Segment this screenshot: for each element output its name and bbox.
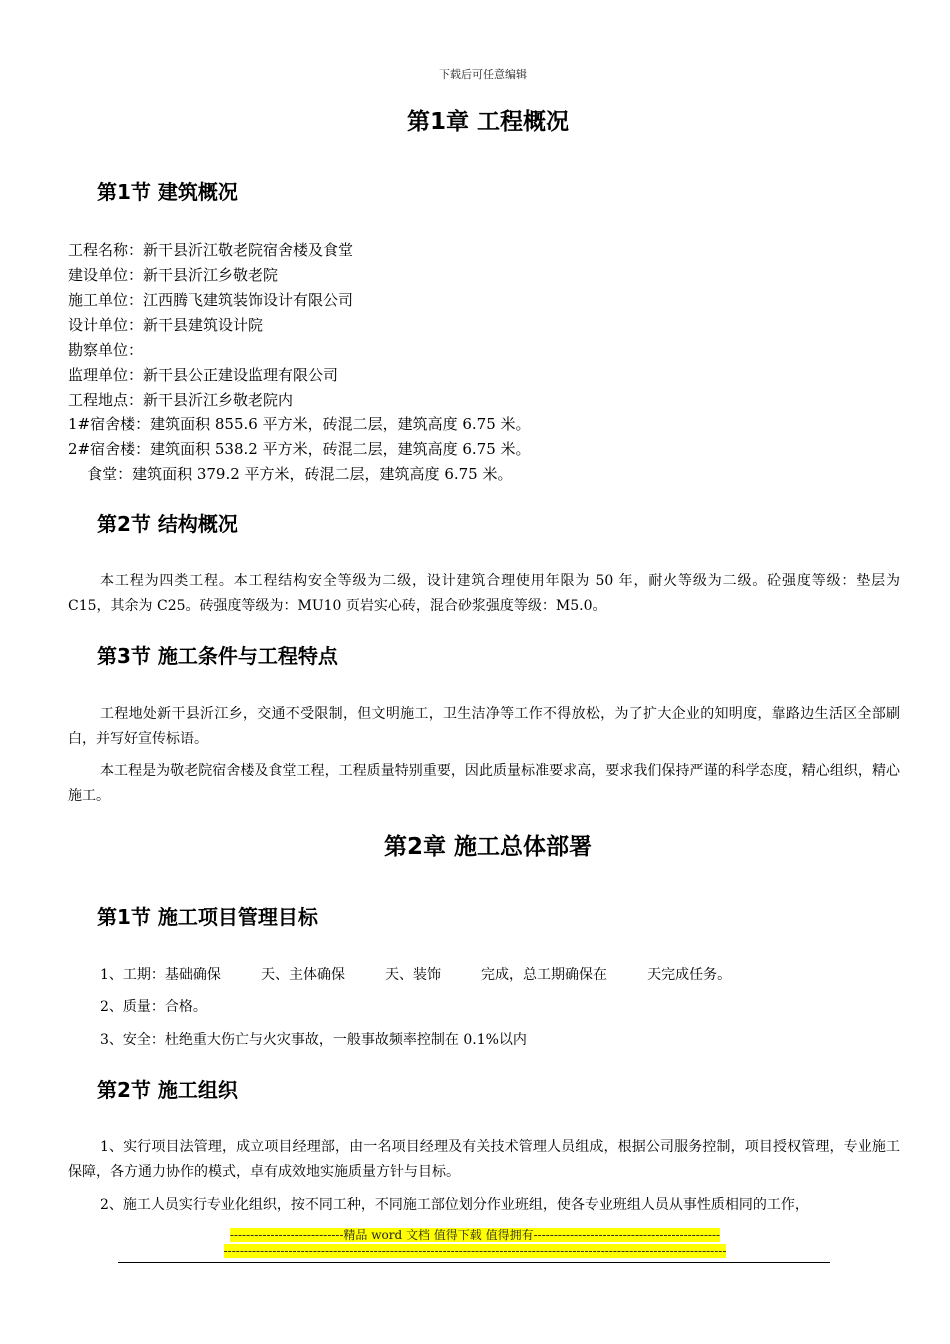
info-surveyor: 勘察单位： xyxy=(68,341,144,359)
chapter-1-title: 第1章 工程概况 xyxy=(406,109,569,135)
footer-banner-line-2 xyxy=(0,1245,950,1258)
organization-paragraph-2: 2、施工人员实行专业化组织，按不同工种，不同施工部位划分作业班组，使各专业班组人员从事性质相同的工作， xyxy=(100,1197,809,1213)
footer-banner-line-1 xyxy=(0,1229,950,1242)
conditions-paragraph-2: 本工程是为敬老院宿舍楼及食堂工程，工程质量特别重要，因此质量标准要求高，要求我们保持严谨的科学态度，精心组织，精心施工。 xyxy=(68,763,900,804)
info-designer: 设计单位：新干县建筑设计院 xyxy=(68,316,264,334)
section-1-3-title: 第3节 施工条件与工程特点 xyxy=(97,644,338,668)
goal-schedule: 1、工期：基础确保 天、主体确保 天、装饰 完成，总工期确保在 天完成任务。 xyxy=(100,967,732,983)
footer-rule xyxy=(118,1262,830,1263)
info-dorm-2: 2#宿舍楼：建筑面积 538.2 平方米，砖混二层，建筑高度 6.75 米。 xyxy=(68,440,531,458)
goal-quality: 2、质量：合格。 xyxy=(100,999,207,1015)
goal-safety: 3、安全：杜绝重大伤亡与火灾事故，一般事故频率控制在 0.1%以内 xyxy=(100,1032,527,1048)
info-dorm-1: 1#宿舍楼：建筑面积 855.6 平方米，砖混二层，建筑高度 6.75 米。 xyxy=(68,415,531,433)
info-project-name: 工程名称：新干县沂江敬老院宿舍楼及食堂 xyxy=(68,241,354,259)
info-owner: 建设单位：新干县沂江乡敬老院 xyxy=(68,266,279,284)
chapter-2-title: 第2章 施工总体部署 xyxy=(383,834,592,860)
footer-banner-text-1: ----------------------------精品 word 文档 值得下载 值得拥有---------------------------------------------- xyxy=(229,1228,721,1242)
info-supervisor: 监理单位：新干县公正建设监理有限公司 xyxy=(68,366,339,384)
section-2-2-title: 第2节 施工组织 xyxy=(97,1078,238,1102)
header-note: 下载后可任意编辑 xyxy=(439,68,527,81)
info-location: 工程地点：新干县沂江乡敬老院内 xyxy=(68,391,294,409)
footer-banner-text-2: ---------------------------------------------------------------------------------------------------------------------------- xyxy=(223,1244,727,1258)
structure-paragraph: 本工程为四类工程。本工程结构安全等级为二级，设计建筑合理使用年限为 50 年，耐火等级为二级。砼强度等级：垫层为 C15，其余为 C25。砖强度等级为：MU10 页岩实心砖，混合砂浆强度等级：M5.0。 xyxy=(68,573,900,614)
section-1-2-title: 第2节 结构概况 xyxy=(97,512,238,536)
info-contractor: 施工单位：江西腾飞建筑装饰设计有限公司 xyxy=(68,291,354,309)
organization-paragraph-1: 1、实行项目法管理，成立项目经理部，由一名项目经理及有关技术管理人员组成，根据公司服务控制，项目授权管理，专业施工保障，各方通力协作的模式，卓有成效地实施质量方针与目标。 xyxy=(68,1139,900,1180)
section-2-1-title: 第1节 施工项目管理目标 xyxy=(97,905,318,929)
section-1-1-title: 第1节 建筑概况 xyxy=(97,180,238,204)
conditions-paragraph-1: 工程地处新干县沂江乡，交通不受限制，但文明施工，卫生洁净等工作不得放松，为了扩大企业的知明度，靠路边生活区全部刷白，并写好宣传标语。 xyxy=(68,706,900,747)
info-canteen: 食堂：建筑面积 379.2 平方米，砖混二层，建筑高度 6.75 米。 xyxy=(68,465,513,483)
